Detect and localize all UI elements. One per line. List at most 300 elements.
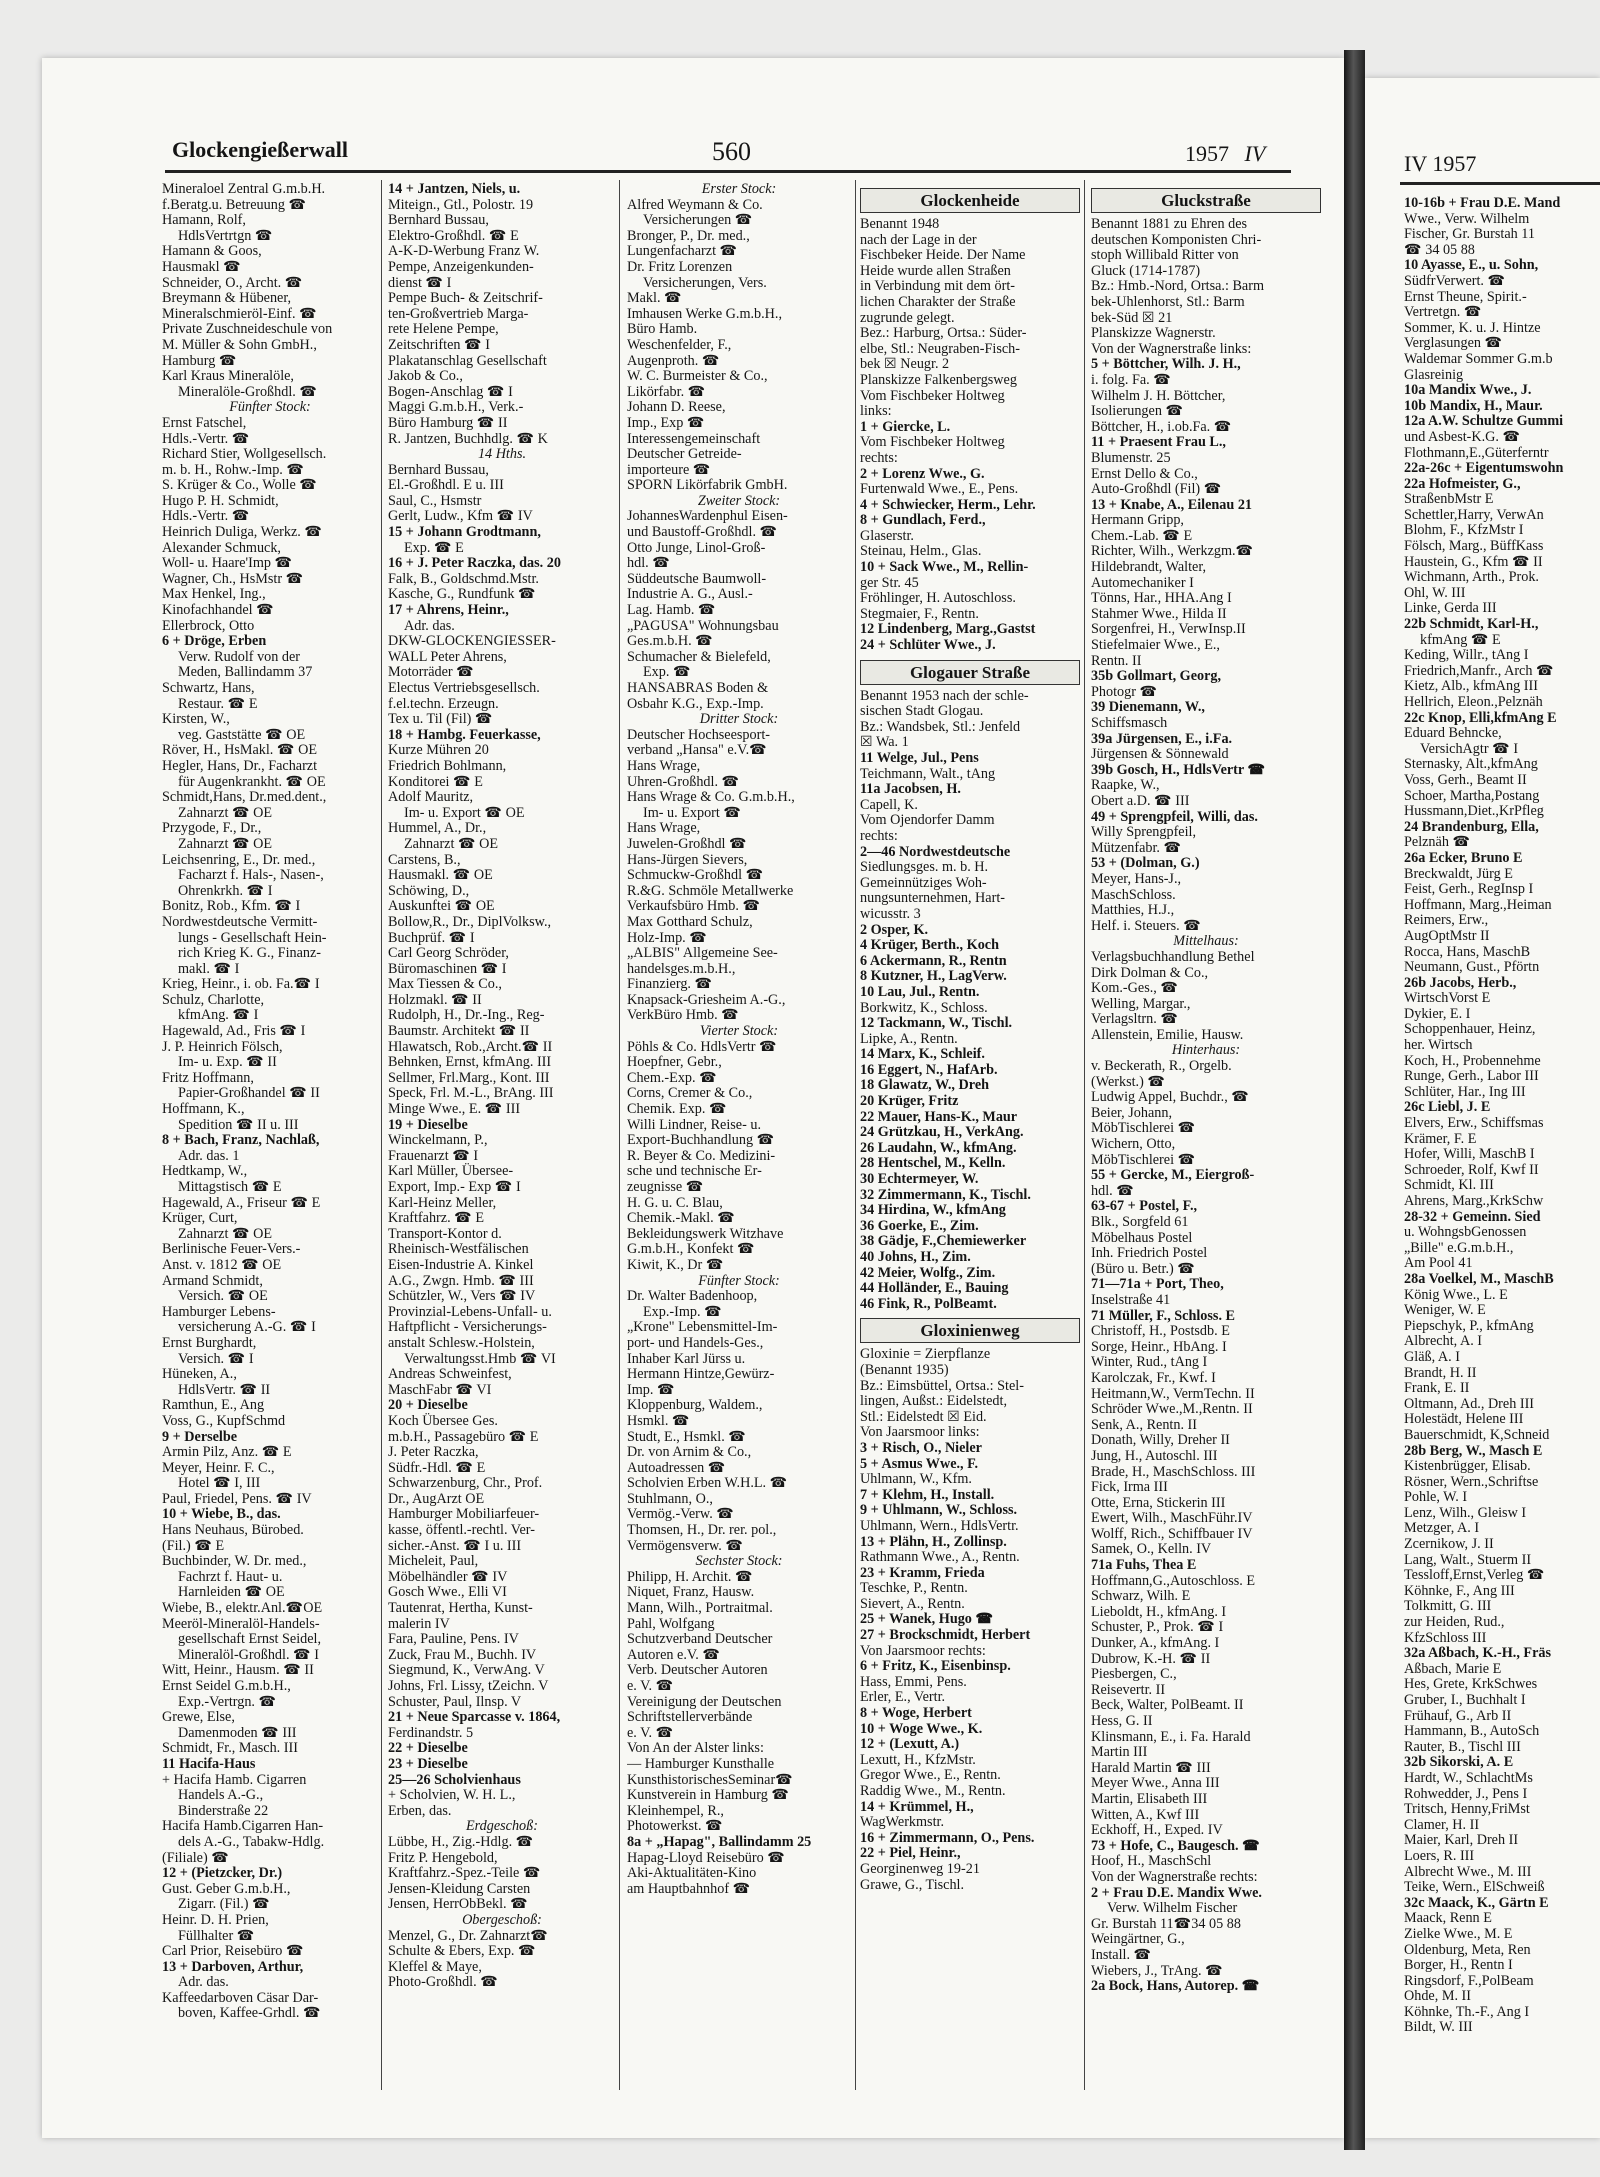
directory-entry: Hardt, W., SchlachtMs [1404,1769,1533,1786]
directory-entry: MöbTischlerei ☎ [1091,1120,1196,1137]
directory-entry: 12 + (Pietzcker, Dr.) [162,1865,283,1882]
directory-entry: Zuck, Frau M., Buchh. IV [388,1646,537,1663]
directory-entry: Ludwig Appel, Buchdr., ☎ [1091,1089,1249,1106]
directory-entry: Von der Wagnerstraße rechts: [1091,1868,1258,1885]
directory-entry: Grewe, Else, [162,1709,235,1726]
directory-entry: deutschen Komponisten Chri- [1091,231,1262,248]
directory-entry: Hans Wrage, [627,820,701,837]
directory-entry: Adolf Mauritz, [388,789,474,806]
directory-entry: 71a Fuhs, Thea E [1091,1557,1197,1574]
directory-entry: Maier, Karl, Dreh II [1404,1832,1519,1849]
directory-entry: Planskizze Wagnerstr. [1091,325,1216,342]
directory-entry: rete Helene Pempe, [388,321,499,338]
right-page-marker: IV 1957 [1404,151,1477,176]
directory-entry: Kloppenburg, Waldem., [627,1397,763,1414]
directory-entry: Zahnarzt ☎ OE [404,835,499,852]
directory-entry: 10 + Sack Wwe., M., Rellin- [860,559,1029,576]
directory-entry: Deutscher Hochseesport- [627,726,771,743]
directory-entry: Verkaufsbüro Hmb. ☎ [627,898,761,915]
directory-entry: Hamburger Mobiliarfeuer- [388,1506,540,1523]
column-divider [1084,180,1085,2090]
directory-entry: Chemik. Exp. ☎ [627,1101,727,1118]
directory-entry: 32c Maack, K., Gärtn E [1404,1894,1549,1911]
directory-entry: Glaserstr. [860,527,914,544]
directory-entry: R. Jantzen, Buchhdlg. ☎ K [388,430,548,447]
directory-entry: Frühauf, G., Arb II [1404,1707,1512,1724]
floor-heading: Mittelhaus: [1173,933,1239,950]
directory-entry: Schwarzenburg, Chr., Prof. [388,1475,543,1492]
directory-entry: (Filiale) ☎ [162,1849,229,1866]
directory-entry: Hummel, A., Dr., [388,820,487,837]
directory-entry: 28a Voelkel, M., MaschB [1404,1270,1554,1287]
directory-entry: Wagner, Ch., HsMstr ☎ [162,570,304,587]
directory-entry: „Bille" e.G.m.b.H., [1404,1239,1514,1256]
directory-entry: nach der Lage in der [860,231,977,248]
directory-entry: Schneider, O., Archt. ☎ [162,274,303,291]
directory-entry: Hoepfner, Gebr., [627,1054,722,1071]
directory-entry: kasse, öffentl.-rechtl. Ver- [388,1522,535,1539]
directory-entry: Mineralöl-Großhdl. ☎ I [178,1646,319,1663]
directory-entry: Holzmakl. ☎ II [388,991,482,1008]
directory-entry: Ohl, W. III [1404,584,1466,601]
directory-entry: e. V. ☎ [627,1724,674,1741]
directory-entry: Dubrow, K.-H. ☎ II [1091,1650,1211,1667]
directory-entry: Büro Hamburg ☎ II [388,414,508,431]
directory-entry: Knapsack-Griesheim A.-G., [627,991,786,1008]
directory-entry: Bildt, W. III [1404,2019,1473,2036]
directory-entry: Weingärtner, G., [1091,1931,1185,1948]
directory-entry: Furtenwald Wwe., E., Pens. [860,481,1019,498]
directory-entry: Sorgenfrei, H., VerwInsp.II [1091,621,1246,638]
directory-entry: 2—46 Nordwestdeutsche [860,843,1011,860]
directory-entry: Sternasky, Alt.,kfmAng [1404,756,1538,773]
directory-entry: Hotel ☎ I, III [178,1475,261,1492]
directory-entry: Haftpflicht - Versicherungs- [388,1319,547,1336]
directory-entry: für Augenkrankht. ☎ OE [178,773,326,790]
directory-entry: Bauerschmidt, K,Schneid [1404,1426,1550,1443]
directory-entry: bek-Uhlenhorst, Stl.: Barm [1091,293,1245,310]
directory-entry: Hausmakl. ☎ OE [388,867,493,884]
directory-entry: „Krone" Lebensmittel-Im- [627,1319,778,1336]
directory-entry: 2 Osper, K. [860,921,929,938]
directory-entry: Karl Kraus Mineralöle, [162,368,294,385]
directory-entry: MöbTischlerei ☎ [1091,1151,1196,1168]
directory-entry: Bz.: Wandsbek, Stl.: Jenfeld [860,718,1021,735]
directory-entry: Schützler, W., Vers ☎ IV [388,1288,536,1305]
directory-entry: Meyer Wwe., Anna III [1091,1775,1220,1792]
directory-entry: Kraftfahrz.-Spez.-Teile ☎ [388,1865,541,1882]
directory-entry: Jakob & Co., [388,368,463,385]
directory-entry: Stiefelmaier Wwe., E., [1091,637,1220,654]
directory-entry: 39a Jürgensen, E., i.Fa. [1091,730,1233,747]
directory-entry: und Baustoff-Großhdl. ☎ [627,524,778,541]
directory-entry: MaschFabr ☎ VI [388,1381,492,1398]
directory-entry: 22 Mauer, Hans-K., Maur [860,1108,1018,1125]
directory-entry: 12 Lindenberg, Marg.,Gastst [860,621,1036,638]
directory-entry: Jürgensen & Sönnewald [1091,746,1229,763]
directory-entry: A.G., Zwgn. Hmb. ☎ III [388,1272,534,1289]
directory-entry: 22 + Piel, Heinr., [860,1845,961,1862]
directory-entry: Micheleit, Paul, [388,1553,479,1570]
directory-entry: Breymann & Hübener, [162,290,292,307]
directory-entry: Linke, Gerda III [1404,600,1497,617]
directory-entry: Dr. Fritz Lorenzen [627,258,733,275]
directory-entry: Schlüter, Har., Ing III [1404,1083,1526,1100]
directory-entry: Heinrich Duliga, Werkz. ☎ [162,524,323,541]
directory-entry: Install. ☎ [1091,1946,1152,1963]
directory-entry: Schröder Wwe.,M.,Rentn. II [1091,1401,1253,1418]
directory-entry: 12 Tackmann, W., Tischl. [860,1015,1013,1032]
directory-entry: port- und Handels-Ges., [627,1334,764,1351]
directory-entry: Grawe, G., Tischl. [860,1876,965,1893]
directory-entry: Schutzverband Deutscher [627,1631,773,1648]
directory-entry: Bonitz, Rob., Kfm. ☎ I [162,898,301,915]
directory-entry: Erben, das. [388,1802,452,1819]
directory-entry: 34 Hirdina, W., kfmAng [860,1202,1006,1219]
directory-entry: Hermann Hintze,Gewürz- [627,1366,775,1383]
directory-entry: Hans-Jürgen Sievers, [627,851,748,868]
directory-entry: 22a-26c + Eigentumswohn [1404,460,1564,477]
directory-entry: H. G. u. C. Blau, [627,1194,723,1211]
directory-entry: Likörfabr. ☎ [627,383,706,400]
directory-entry: Holestädt, Helene III [1404,1411,1524,1428]
directory-entry: HdlsVertr. ☎ II [178,1381,271,1398]
directory-entry: Otte, Erna, Stickerin III [1091,1494,1226,1511]
directory-entry: Hüneken, A., [162,1366,237,1383]
directory-entry: importeure ☎ [627,461,711,478]
directory-entry: 6 + Fritz, K., Eisenbinsp. [860,1658,1011,1675]
directory-entry: Röver, H., HsMakl. ☎ OE [162,742,318,759]
directory-entry: Zigarr. (Fil.) ☎ [178,1896,270,1913]
directory-entry: Restaur. ☎ E [178,695,258,712]
directory-entry: 25 + Wanek, Hugo ☎ [860,1611,994,1628]
directory-entry: 28-32 + Gemeinn. Sied [1404,1208,1541,1225]
directory-entry: Electus Vertriebsgesellsch. [388,680,540,696]
directory-entry: Hugo P. H. Schmidt, [162,492,279,509]
directory-entry: Hamburg ☎ [162,352,237,369]
directory-entry: 21 + Neue Sparcasse v. 1864, [388,1709,561,1726]
directory-entry: Blumenstr. 25 [1091,449,1171,466]
directory-entry: Imp., Exp ☎ [627,414,705,431]
directory-entry: Neumann, Gust., Pförtn [1404,959,1540,976]
directory-entry: 39 Dienemann, W., [1091,699,1205,716]
directory-entry: Hacifa Hamb.Cigarren Han- [162,1818,324,1835]
directory-entry: Bernhard Bussau, [388,461,489,478]
street-section-heading: Glogauer Straße [860,660,1080,685]
directory-entry: hdl. ☎ [1091,1182,1134,1199]
directory-entry: „ALBIS" Allgemeine See- [627,945,778,962]
directory-entry: Verlagsbuchhandlung Bethel [1091,948,1255,965]
directory-entry: ger Str. 45 [860,574,919,591]
directory-entry: Rösner, Wern.,Schriftse [1404,1473,1539,1490]
directory-entry: boven, Kaffee-Grhdl. ☎ [178,2005,321,2022]
directory-entry: 49 + Sprengpfeil, Willi, das. [1091,808,1258,825]
directory-entry: Jensen, HerrObBekl. ☎ [388,1896,528,1913]
directory-entry: 4 + Schwiecker, Herm., Lehr. [860,496,1036,513]
directory-entry: WirtschVorst E [1404,990,1491,1007]
directory-entry: Kiwit, K., Dr ☎ [627,1256,724,1273]
directory-entry: Rentn. II [1091,652,1142,669]
directory-entry: Samek, O., Kelln. IV [1091,1541,1212,1558]
directory-entry: Hofer, Willi, MaschB I [1404,1146,1535,1163]
directory-entry: rich Krieg K. G., Finanz- [178,945,322,962]
directory-entry: Verb. Deutscher Autoren [627,1662,768,1679]
directory-entry: Hegler, Hans, Dr., Facharzt [162,757,318,774]
directory-entry: Eckhoff, H., Exped. IV [1091,1822,1223,1839]
directory-entry: Kaffeedarboven Cäsar Dar- [162,1989,319,2006]
directory-entry: Waldemar Sommer G.m.b [1404,350,1553,367]
directory-entry: Schriftstellerverbände [627,1709,753,1726]
directory-entry: Photowerkst. ☎ [627,1818,723,1835]
directory-entry: Hans Wrage & Co. G.m.b.H., [627,789,795,806]
directory-entry: Pempe, Anzeigenkunden- [388,258,534,275]
directory-entry: 30 Echtermeyer, W. [860,1171,979,1188]
directory-entry: Klinsmann, E., i. Fa. Harald [1091,1728,1251,1745]
directory-entry: Stegmaier, F., Rentn. [860,605,979,622]
directory-entry: Uhlmann, W., Kfm. [860,1471,972,1488]
directory-entry: 26c Liebl, J. E [1404,1099,1491,1116]
directory-entry: Wilhelm J. H. Böttcher, [1091,387,1226,404]
directory-entry: HANSABRAS Boden & [627,680,769,696]
directory-entry: (Fil.) ☎ E [162,1537,225,1554]
directory-entry: Christoff, H., Postsdb. E [1091,1323,1230,1340]
directory-entry: Bernhard Bussau, [388,212,489,229]
directory-entry: 2 + Frau D.E. Mandix Wwe. [1091,1884,1262,1901]
directory-entry: Gluck (1714-1787) [1091,262,1201,279]
directory-entry: Pempe Buch- & Zeitschrif- [388,290,543,307]
directory-entry: 40 Johns, H., Zim. [860,1249,971,1265]
directory-entry: Witt, Heinr., Hausm. ☎ II [162,1662,314,1679]
directory-entry: kfmAng. ☎ I [178,1007,259,1024]
directory-entry: Kurze Mühren 20 [388,742,489,759]
directory-entry: Im- u. Export ☎ [643,804,742,821]
directory-entry: Fritz P. Hengebold, [388,1849,498,1866]
floor-heading: Obergeschoß: [462,1911,542,1928]
directory-entry: versicherung A.-G. ☎ I [178,1319,316,1336]
directory-entry: Teschke, P., Rentn. [860,1580,968,1597]
directory-entry: Beier, Johann, [1091,1104,1172,1121]
directory-entry: Süddeutsche Baumwoll- [627,570,767,587]
directory-column-6 [1404,196,1600,2036]
directory-entry: R. Beyer & Co. Medizini- [627,1147,776,1164]
directory-entry: Blk., Sorgfeld 61 [1091,1214,1189,1230]
directory-entry: Schiffsmasch [1091,715,1168,731]
directory-entry: lungs - Gesellschaft Hein- [178,929,327,946]
directory-entry: Tritsch, Henny,FriMst [1404,1801,1530,1818]
directory-entry: Verwaltungsst.Hmb ☎ VI [404,1350,556,1367]
directory-entry: Nordwestdeutsche Vermitt- [162,913,318,930]
directory-entry: Willy Sprengpfeil, [1091,824,1197,841]
running-head-street: Glockengießerwall [172,137,348,162]
directory-entry: 55 + Gercke, M., Eiergroß- [1091,1167,1255,1184]
directory-entry: 14 + Krümmel, H., [860,1798,974,1815]
directory-entry: 8 + Woge, Herbert [860,1705,972,1722]
floor-heading: Erster Stock: [701,182,777,197]
directory-entry: Hans Wrage, [627,757,701,774]
directory-entry: Bz.: Hmb.-Nord, Ortsa.: Barm [1091,278,1264,295]
directory-entry: Winckelmann, P., [388,1132,488,1149]
directory-entry: Augenproth. ☎ [627,352,720,369]
directory-entry: Köhnke, Th.-F., Ang I [1404,2003,1530,2020]
directory-entry: Hussmann,Diet.,KrPfleg [1404,803,1544,820]
directory-entry: Maack, Renn E [1404,1910,1492,1927]
directory-entry: Flothmann,E.,Güterferntr [1404,444,1549,461]
directory-entry: 6 Ackermann, R., Rentn [860,952,1007,969]
directory-entry: 10-16b + Frau D.E. Mand [1404,196,1561,211]
directory-entry: Planskizze Falkenbergsweg [860,371,1017,388]
directory-entry: 36 Goerke, E., Zim. [860,1217,979,1234]
directory-entry: Zahnarzt ☎ OE [178,804,273,821]
directory-entry: Versich. ☎ OE [178,1288,268,1305]
directory-entry: J. P. Heinrich Fölsch, [162,1038,283,1055]
directory-entry: Krüger, Curt, [162,1210,238,1227]
directory-entry: Inselstraße 41 [1091,1291,1171,1308]
directory-entry: Chem.-Lab. ☎ E [1091,527,1193,544]
directory-entry: m. b. H., Rohw.-Imp. ☎ [162,461,305,478]
directory-entry: Harnleiden ☎ OE [178,1584,285,1601]
directory-entry: Brade, H., MaschSchloss. III [1091,1463,1256,1480]
directory-entry: Falk, B., Goldschmd.Mstr. [388,570,539,587]
directory-entry: VerkBüro Hmb. ☎ [627,1007,739,1024]
directory-entry: m.b.H., Passagebüro ☎ E [388,1428,539,1445]
directory-entry: Isolierungen ☎ [1091,403,1184,420]
directory-entry: Benannt 1953 nach der schle- [860,687,1029,704]
directory-entry: i. folg. Fa. ☎ [1091,371,1171,388]
directory-entry: Benannt 1881 zu Ehren des [1091,216,1248,232]
directory-entry: Im- u. Export ☎ OE [404,804,525,821]
directory-entry: MaschSchloss. [1091,886,1176,903]
directory-entry: 11 + Praesent Frau L., [1091,434,1226,451]
directory-entry: Export, Imp.- Exp ☎ I [388,1179,521,1195]
directory-entry: Imp. ☎ [627,1381,675,1398]
directory-entry: Autoren e.V. ☎ [627,1646,721,1663]
directory-entry: 10 + Wiebe, B., das. [162,1506,281,1523]
directory-entry: Tessloff,Ernst,Verleg ☎ [1404,1567,1545,1584]
directory-entry: Kirsten, W., [162,711,230,728]
directory-entry: Jensen-Kleidung Carsten [388,1880,531,1897]
directory-entry: Sievert, A., Rentn. [860,1595,965,1612]
directory-entry: 2a Bock, Hans, Autorep. ☎ [1091,1978,1260,1995]
directory-entry: Private Zuschneideschule von [162,321,333,338]
directory-entry: Eisen-Industrie A. Kinkel [388,1256,534,1273]
directory-entry: ten-Großvertrieb Marga- [388,305,529,322]
directory-entry: 46 Fink, R., PolBeamt. [860,1295,997,1312]
directory-entry: Schmidt,Hans, Dr.med.dent., [162,789,327,806]
directory-entry: Hoffmann, K., [162,1101,245,1118]
directory-entry: Schoppenhauer, Heinz, [1404,1021,1536,1038]
directory-entry: 6 + Dröge, Erben [162,633,267,650]
directory-entry: Lexutt, H., KfzMstr. [860,1751,976,1768]
directory-entry: Bollow,R., Dr., DiplVolksw., [388,913,552,930]
directory-entry: Verglasungen ☎ [1404,335,1503,352]
directory-entry: Gruber, I., Buchhalt I [1404,1692,1526,1708]
directory-entry: Benannt 1948 [860,216,940,232]
year-text: 1957 [1185,141,1229,166]
directory-entry: Schroeder, Rolf, Kwf II [1404,1161,1539,1178]
directory-entry: Kleinhempel, R., [627,1802,724,1819]
directory-entry: Mineralschmieröl-Einf. ☎ [162,305,317,322]
directory-entry: Mineraloel Zentral G.m.b.H. [162,182,326,197]
directory-entry: 20 Krüger, Fritz [860,1093,959,1110]
directory-entry: Otto Junge, Linol-Groß- [627,539,766,556]
directory-entry: Photogr ☎ [1091,683,1158,700]
directory-entry: M. Müller & Sohn GmbH., [162,336,317,353]
directory-entry: Steinau, Helm., Glas. [860,543,982,560]
directory-entry: Sommer, K. u. J. Hintze [1404,319,1541,336]
directory-entry: Karolczak, Fr., Kwf. I [1091,1369,1216,1386]
directory-entry: Teichmann, Walt., tAng [860,765,996,782]
directory-entry: Przygode, F., Dr., [162,820,262,837]
column-divider [381,180,382,2090]
directory-entry: in Verbindung mit dem ört- [860,278,1015,295]
directory-entry: 20 + Dieselbe [388,1397,468,1414]
directory-entry: dels A.-G., Tabakw-Hdlg. [178,1833,325,1850]
directory-entry: 73 + Hofe, C., Baugesch. ☎ [1091,1837,1260,1854]
directory-entry: Karl-Heinz Meller, [388,1194,497,1211]
directory-entry: Interessengemeinschaft [627,430,761,447]
directory-entry: Vereinigung der Deutschen [627,1693,782,1710]
directory-entry: Gosch Wwe., Elli VI [388,1584,507,1601]
directory-entry: Kraftfahrz. ☎ E [388,1210,485,1227]
directory-entry: Schoer, Martha,Postang [1404,787,1540,804]
directory-entry: Aki-Aktualitäten-Kino [627,1865,757,1882]
directory-entry: Georginenweg 19-21 [860,1860,980,1877]
directory-entry: Motorräder ☎ [388,664,474,681]
directory-entry: Wichern, Otto, [1091,1136,1176,1153]
directory-entry: Albrecht Wwe., M. III [1404,1863,1532,1880]
directory-entry: Pöhls & Co. HdlsVertr ☎ [627,1038,777,1055]
directory-entry: El.-Großhdl. E u. III [388,477,504,494]
directory-entry: Kom.-Ges., ☎ [1091,980,1179,997]
directory-entry: WagWerkmstr. [860,1814,945,1831]
directory-entry: Handels A.-G., [178,1787,264,1804]
directory-entry: Carstens, B., [388,851,461,868]
directory-entry: 16 + Zimmermann, O., Pens. [860,1829,1035,1846]
directory-column-1 [162,182,378,2022]
directory-entry: Sorge, Heinr., HbAng. I [1091,1338,1227,1355]
directory-entry: 8a + „Hapag", Ballindamm 25 [627,1833,812,1850]
directory-entry: Photo-Großhdl. ☎ [388,1974,498,1991]
directory-entry: Am Pool 41 [1404,1255,1473,1272]
directory-entry: Lang, Walt., Stuerm II [1404,1551,1532,1568]
directory-entry: Zielke Wwe., M. E [1404,1925,1513,1942]
directory-entry: 12a A.W. Schultze Gummi [1404,413,1564,430]
book-gutter [1344,50,1365,2150]
directory-entry: (Büro u. Betr.) ☎ [1091,1260,1195,1277]
directory-entry: 14 + Jantzen, Niels, u. [388,182,521,197]
directory-entry: Meyer, Hans-J., [1091,870,1182,887]
directory-entry: 16 Eggert, N., HafArb. [860,1061,998,1078]
directory-entry: Brandt, H. II [1404,1364,1477,1381]
floor-heading: Fünfter Stock: [698,1272,780,1289]
directory-entry: stoph Willibald Ritter von [1091,247,1239,264]
directory-entry: WALL Peter Ahrens, [388,648,507,665]
directory-entry: Speck, Frl. M.-L., BrAng. III [388,1085,554,1102]
directory-entry: Büro Hamb. [627,321,698,338]
directory-entry: Hellrich, Eleon.,Pelznäh [1404,694,1543,710]
directory-entry: Meeröl-Mineralöl-Handels- [162,1615,320,1632]
directory-entry: Autoadressen ☎ [627,1459,726,1476]
directory-entry: elbe, Stl.: Neugraben-Fisch- [860,340,1020,357]
directory-entry: Von Jaarsmoor links: [860,1424,980,1441]
directory-entry: Inh. Friedrich Postel [1091,1245,1208,1262]
directory-entry: Heinr. D. H. Prien, [162,1911,269,1928]
directory-entry: Obert a.D. ☎ III [1091,792,1190,809]
directory-entry: u. WohngsbGenossen [1404,1224,1527,1241]
directory-entry: Hapag-Lloyd Reisebüro ☎ [627,1849,785,1866]
directory-entry: Wiebers, J., TrAng. ☎ [1091,1962,1223,1979]
directory-entry: Karl Müller, Übersee- [388,1163,514,1180]
